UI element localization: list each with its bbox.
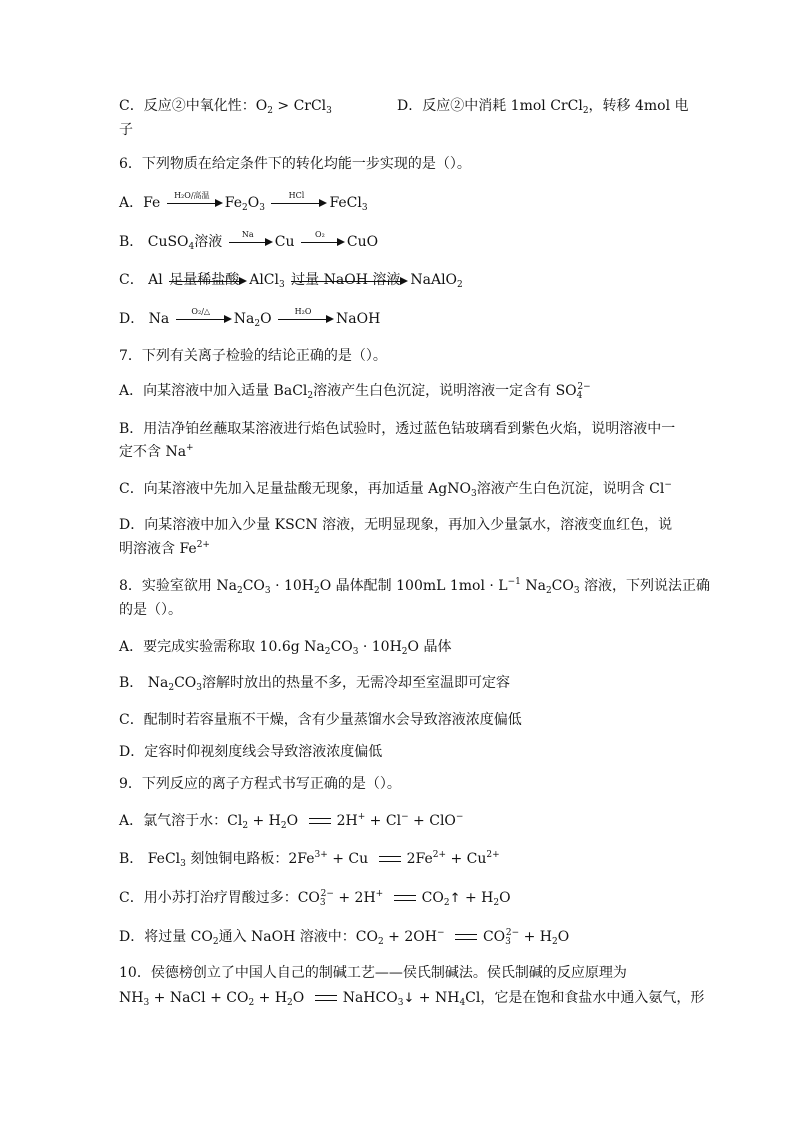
reaction-arrow: 足量稀盐酸 (169, 270, 247, 290)
question-9: 9．下列反应的离子方程式书写正确的是（）。 (119, 776, 401, 792)
question-10-equation: $NH_3$ + NaCl + $CO_2 + H_2O$ NaHCO$_3$↓ + $NH_4Cl$，它是在饱和食盐水中通入氨气，形 (119, 990, 705, 1008)
q9-option-b: B． FeCl$_3$ 刻蚀铜电路板：$2Fe^{3+} + Cu$ $2Fe^{2+} + Cu^{2+}$ (119, 850, 500, 869)
q7-option-d: D．向某溶液中加入少量 KSCN 溶液，无明显现象，再加入少量氯水，溶液变血红色，说 (119, 517, 673, 533)
q5d-continuation: 子 (119, 122, 133, 138)
q7-option-d-cont: 明溶液含 $Fe^{2+}$ (119, 540, 210, 557)
q8-option-d: D．定容时仰视刻度线会导致溶液浓度偏低 (119, 744, 383, 760)
reaction-arrow: O₂/△ (176, 309, 232, 329)
q9-option-a: A．氯气溶于水：$Cl_2 + H_2O$ 2H+ + Cl− + ClO− (119, 812, 464, 831)
reaction-arrow: Na (229, 232, 273, 252)
reaction-arrow: H₂O (278, 309, 334, 329)
question-7: 7．下列有关离子检验的结论正确的是（）。 (119, 348, 387, 364)
q6-option-b: B． CuSO$_4$溶液 Na Cu O₂ CuO (119, 230, 379, 252)
q8-option-a: A．要完成实验需称取 10.6g $Na_2CO_3 \cdot 10H_2O$ 晶体 (119, 639, 452, 657)
q5-option-c-d (119, 96, 689, 116)
q6-option-c: C． Al 足量稀盐酸 AlCl$_3$ 过量 NaOH 溶液 NaAlO$_2$ (119, 272, 463, 290)
reaction-arrow: O₂ (301, 232, 345, 252)
equals-sign (309, 818, 331, 824)
q7-option-a: A．向某溶液中加入适量 BaCl$_2$溶液产生白色沉淀，说明溶液一定含有 $SO_4^{2-}$ (119, 382, 591, 401)
equals-sign (394, 895, 416, 901)
equals-sign (455, 934, 477, 940)
reaction-arrow: HCl (271, 193, 327, 213)
q8-option-b: B． $Na_2CO_3$溶解时放出的热量不多，无需冷却至室温即可定容 (119, 675, 511, 693)
q6-option-d: D． Na O₂/△ $Na_2O$ H₂O NaOH (119, 307, 381, 329)
q7-option-b: B．用洁净铂丝蘸取某溶液进行焰色试验时，透过蓝色钴玻璃看到紫色火焰，说明溶液中一 (119, 421, 676, 437)
equals-sign (315, 995, 337, 1001)
q9-option-c: C．用小苏打治疗胃酸过多：$CO_3^{2-} + 2H^+$ $CO_2↑ + H_2O$ (119, 889, 511, 908)
q7-option-b-cont: 定不含 Na+ (119, 443, 194, 460)
q7-option-c: C．向某溶液中先加入足量盐酸无现象，再加适量 AgNO$_3$溶液产生白色沉淀，说明含 Cl− (119, 480, 672, 499)
question-8-cont: 的是（）。 (119, 602, 182, 618)
q9-option-d: D．将过量 $CO_2$通入 NaOH 溶液中：$CO_2 + 2OH^-$ $CO_3^{2-} + H_2O$ (119, 928, 570, 947)
question-8: 8．实验室欲用 $Na_2CO_3 \cdot 10H_2O$ 晶体配制 100mL $1mol \cdot L^{-1}$ $Na_2CO_3$ 溶液，下列说法正确 (119, 577, 711, 596)
q5d-text: D．反应②中消耗 1mol CrCl$_2$，转移 4mol 电 (397, 98, 689, 116)
question-6: 6．下列物质在给定条件下的转化均能一步实现的是（）。 (119, 156, 471, 172)
q6-option-a: A．Fe H₂O/高温 $Fe_2O_3$ HCl FeCl$_3$ (119, 191, 368, 213)
precipitate-arrow-icon: ↓ (403, 991, 415, 1006)
reaction-arrow: 过量 NaOH 溶液 (291, 270, 408, 290)
equals-sign (379, 856, 401, 862)
gas-arrow-icon: ↑ (449, 891, 461, 906)
question-10: 10．侯德榜创立了中国人自己的制碱工艺——侯氏制碱法。侯氏制碱的反应原理为 (119, 965, 627, 981)
reaction-arrow: H₂O/高温 (167, 193, 223, 213)
q8-option-c: C．配制时若容量瓶不干燥，含有少量蒸馏水会导致溶液浓度偏低 (119, 712, 522, 728)
q5c-text: C．反应②中氧化性：$O_2$ > CrCl$_3$ (119, 98, 332, 116)
